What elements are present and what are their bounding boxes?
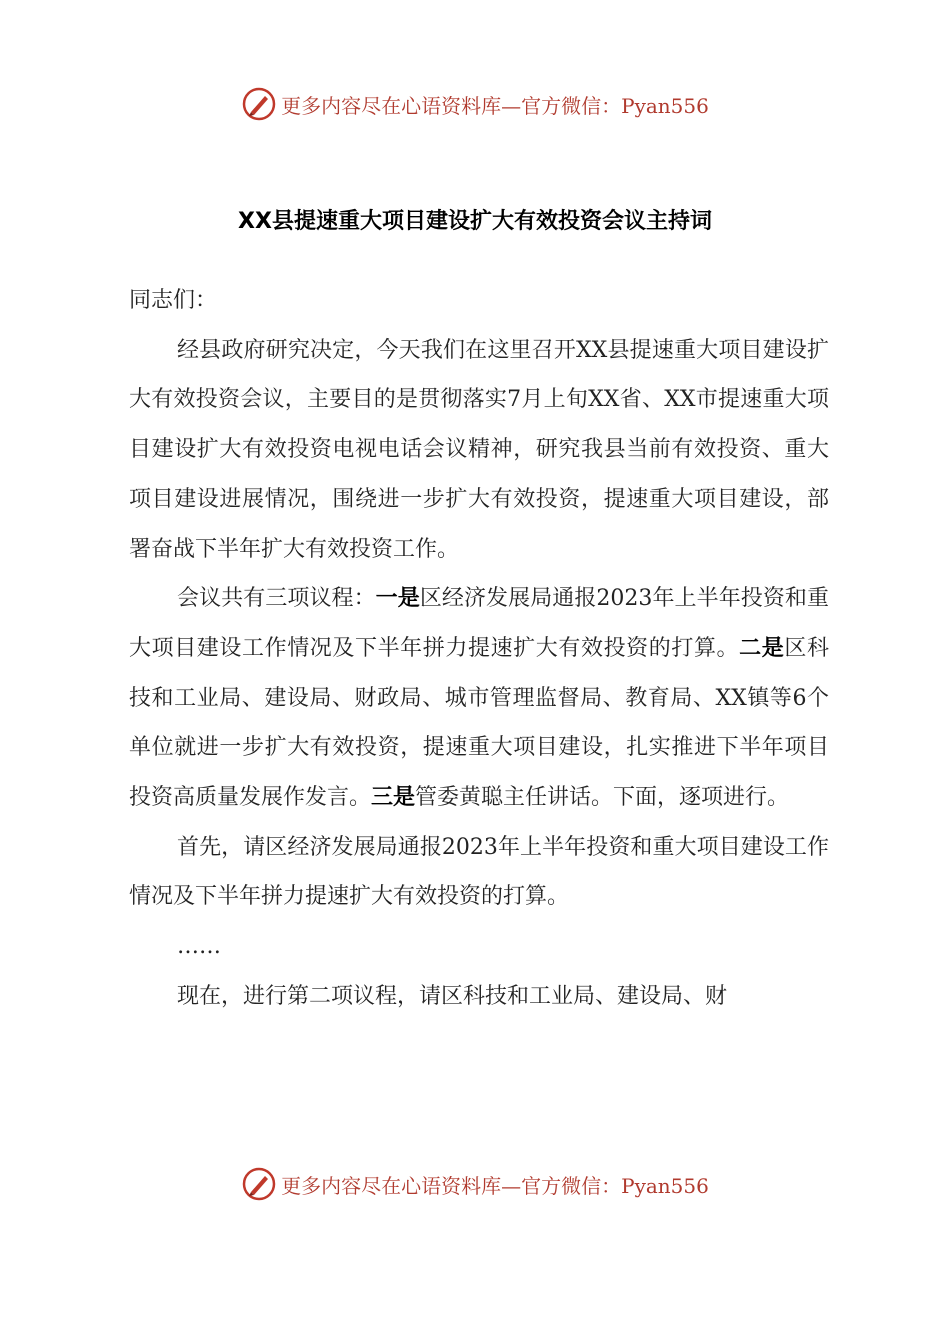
watermark-text: 更多内容尽在心语资料库—官方微信：Pyan556 xyxy=(281,1173,709,1198)
document-body xyxy=(129,276,829,1022)
pen-logo-icon xyxy=(241,1166,277,1202)
agenda-item-3-label: 三是 xyxy=(371,784,416,811)
agenda-item-3-text: 管委黄聪主任讲话。下面，逐项进行。 xyxy=(415,785,790,811)
paragraph-intro: 经县政府研究决定，今天我们在这里召开XX县提速重大项目建设扩大有效投资会议，主要目的是贯彻落实7月上旬XX省、XX市提速重大项目建设扩大有效投资电视电话会议精神，研究我县当前有效投资、重大项目建设进展情况，围绕进一步扩大有效投资，提速重大项目建设，部署奋战下半年扩大有效投资工作。 xyxy=(129,337,829,562)
ellipsis: …… xyxy=(177,934,221,960)
agenda-item-2-label: 二是 xyxy=(739,634,785,661)
paragraph-second-item: 现在，进行第二项议程，请区科技和工业局、建设局、财 xyxy=(177,983,728,1009)
watermark-banner-top xyxy=(0,84,950,124)
watermark-banner-bottom xyxy=(0,1164,950,1204)
greeting: 同志们： xyxy=(129,288,218,313)
paragraph-agenda xyxy=(129,574,829,823)
agenda-item-2-text: 区科技和工业局、建设局、财政局、城市管理监督局、教育局、XX镇等6个单位就进一步扩大有效投资，提速重大项目建设，扎实推进下半年项目投资高质量发展作发言。 xyxy=(129,635,829,811)
agenda-item-1-text: 区经济发展局通报2023年上半年投资和重大项目建设工作情况及下半年拼力提速扩大有效投资的打算。 xyxy=(129,586,829,661)
pen-logo-icon xyxy=(241,86,277,122)
document-title: XX县提速重大项目建设扩大有效投资会议主持词 xyxy=(238,209,712,234)
paragraph-first-item: 首先，请区经济发展局通报2023年上半年投资和重大项目建设工作情况及下半年拼力提速扩大有效投资的打算。 xyxy=(129,834,829,910)
agenda-item-1-label: 一是 xyxy=(375,585,420,612)
watermark-text: 更多内容尽在心语资料库—官方微信：Pyan556 xyxy=(281,93,709,118)
agenda-intro: 会议共有三项议程： xyxy=(177,586,376,612)
